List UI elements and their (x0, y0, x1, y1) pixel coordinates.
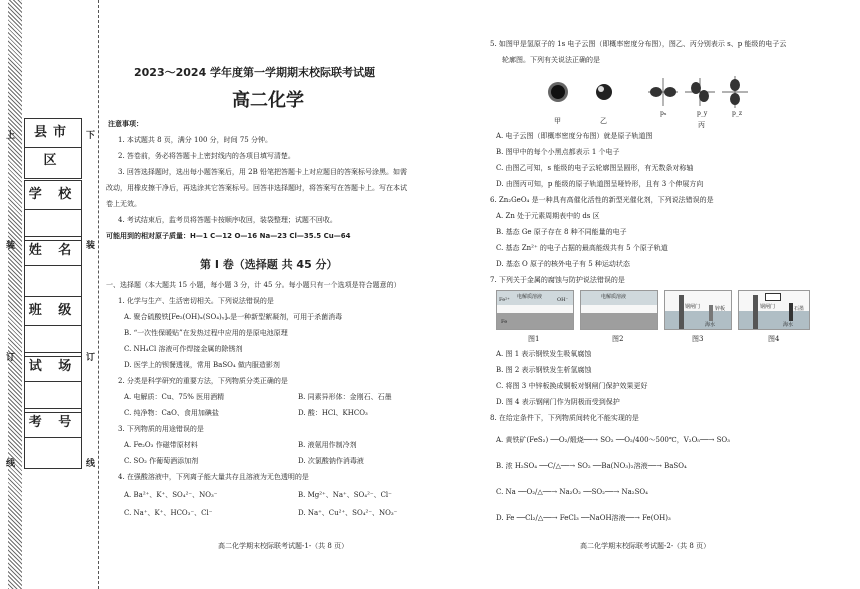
field-county-label: 县市区 (25, 119, 81, 148)
q8-option-b: B. 浓 H₂SO₄ ──C/△──→ SO₂ ──Ba(NO₃)₂溶液──→ BaSO₄ (496, 462, 687, 470)
q3-option-d: D. 次氯酸钠作消毒液 (298, 457, 364, 465)
side-word-xian-right: 线 (86, 459, 96, 469)
notice-1: 1. 本试题共 8 页，满分 100 分，时间 75 分钟。 (118, 136, 272, 144)
section1-title: 第 Ⅰ 卷（选择题 共 45 分） (200, 258, 338, 271)
q1-option-a: A. 聚合硫酸铁[Fe₂(OH)ₓ(SO₄)ᵧ]ₙ是一种新型絮凝剂，可用于杀菌消毒 (124, 313, 343, 321)
fig4-text-seawater: 海水 (783, 322, 794, 328)
fig-label-py: p_y (697, 110, 708, 117)
field-name[interactable] (24, 236, 82, 297)
q2-option-c: C. 纯净物：CaO、食用加碘盐 (124, 409, 219, 417)
q3-stem: 3. 下列物质的用途错误的是 (118, 425, 204, 433)
fig-px (648, 78, 678, 106)
q5-stem2: 轮廓图。下列有关说法正确的是 (502, 56, 600, 64)
notice-3: 3. 回答选择题时，选出每小题答案后，用 2B 铅笔把答题卡上对应题目的答案标号涂黑。如需 (118, 168, 407, 176)
field-class[interactable] (24, 296, 82, 357)
q5-orbital-figure (530, 72, 750, 118)
q5-option-a: A. 电子云图（即概率密度分布图）就是原子轨道图 (496, 132, 653, 140)
q7-label-fig1: 图1 (528, 335, 540, 343)
q5-option-d: D. 由图丙可知，p 能级的原子轨道图呈哑铃形，且有 3 个伸展方向 (496, 180, 704, 188)
fig-label-bing: 丙 (698, 121, 705, 129)
fig-label-px: pₓ (660, 110, 667, 117)
field-school-label: 学 校 (25, 181, 81, 210)
field-room-label: 试 场 (25, 353, 81, 382)
q5-stem: 5. 如图甲是氢原子的 1s 电子云图（即概率密度分布图），图乙、丙分别表示 s、p 能级的电子云 (490, 40, 787, 48)
fig4-gate (753, 295, 758, 329)
side-word-zhuang-right: 装 (86, 241, 96, 251)
fig3-gate (679, 295, 684, 329)
q7-fig3 (664, 290, 732, 330)
q4-option-d: D. Na⁺、Cu²⁺、SO₄²⁻、NO₃⁻ (298, 509, 398, 517)
q8-option-c: C. Na ──O₂/△──→ Na₂O₂ ──SO₂──→ Na₂SO₄ (496, 488, 648, 496)
q7-stem: 7. 下列关于金属的腐蚀与防护说法错误的是 (490, 276, 625, 284)
q7-fig4 (738, 290, 810, 330)
q7-option-b: B. 图 2 表示钢铁发生析氢腐蚀 (496, 366, 592, 374)
notice-4: 4. 考试结束后，监考员将答题卡按顺序收回，装袋整理；试题不回收。 (118, 216, 337, 224)
q7-option-c: C. 将图 3 中锌板换成铜板对钢闸门保护效果更好 (496, 382, 648, 390)
fig-label-pz: p_z (732, 110, 743, 117)
fig4-seawater (739, 311, 809, 329)
side-word-zhuang: 装 (6, 241, 16, 251)
q8-stem: 8. 在给定条件下，下列物质间转化不能实现的是 (490, 414, 639, 422)
fig3-text-gate: 钢闸门 (685, 304, 701, 310)
fig2-text-solution: 电解质溶液 (601, 294, 627, 300)
atomic-masses: 可能用到的相对原子质量：H—1 C—12 O—16 Na—23 Cl—35.5 Cu—64 (106, 232, 351, 240)
q2-stem: 2. 分类是科学研究的重要方法，下列物质分类正确的是 (118, 377, 288, 385)
q6-stem: 6. Zn₂GeO₄ 是一种具有高催化活性的新型光催化剂，下列说法错误的是 (490, 196, 714, 204)
side-word-xian: 线 (6, 459, 16, 469)
q4-option-a: A. Ba²⁺、K⁺、SO₄²⁻、NO₃⁻ (124, 491, 218, 499)
field-number-label: 考 号 (25, 409, 81, 438)
footer-right: 高二化学期末校际联考试题-2-（共 8 页） (580, 542, 711, 550)
q5-option-c: C. 由图乙可知，s 能级的电子云轮廓图呈圆形，有无数条对称轴 (496, 164, 694, 172)
section1-intro: 一、选择题（本大题共 15 小题，每小题 3 分，计 45 分。每小题只有一个选项是符合题意的） (106, 281, 401, 289)
q1-option-d: D. 医学上的钡餐透视，常用 BaSO₄ 做内服造影剂 (124, 361, 280, 369)
subject-title: 高二化学 (232, 90, 304, 111)
q1-option-b: B. “一次性保暖贴”在发热过程中应用的是原电池原理 (124, 329, 288, 337)
field-number[interactable] (24, 408, 82, 469)
q7-option-d: D. 图 4 表示钢闸门作为阴极而受到保护 (496, 398, 620, 406)
q2-option-d: D. 酸：HCl、KHCO₃ (298, 409, 368, 417)
fig3-text-zinc: 锌板 (715, 306, 726, 312)
q7-label-fig2: 图2 (612, 335, 624, 343)
q4-option-b: B. Mg²⁺、Na⁺、SO₄²⁻、Cl⁻ (298, 491, 392, 499)
fig1-text-oh: OH⁻ (557, 297, 569, 303)
q4-option-c: C. Na⁺、K⁺、HCO₃⁻、Cl⁻ (124, 509, 213, 517)
fig4-text-gate: 钢闸门 (760, 304, 776, 310)
fig2-metal (581, 313, 657, 329)
fig-jia-dots (548, 82, 568, 102)
binding-line (98, 0, 99, 589)
notice-3c: 卷上无效。 (106, 200, 141, 208)
q6-option-a: A. Zn 处于元素周期表中的 ds 区 (496, 212, 600, 220)
notice-3b: 改动，用橡皮擦干净后，再选涂其它答案标号。回答非选择题时，将答案写在答题卡上。写在本试 (106, 184, 407, 192)
fig1-text-fe: Fe (501, 319, 508, 325)
fig-py (685, 78, 715, 106)
fig4-graphite (789, 303, 793, 321)
fig3-zinc (709, 305, 713, 321)
side-word-xia: 下 (86, 131, 96, 141)
field-county[interactable] (24, 118, 82, 179)
q2-option-a: A. 电解质：Cu、75% 医用酒精 (124, 393, 225, 401)
notice-heading: 注意事项： (108, 120, 143, 128)
q1-stem: 1. 化学与生产、生活密切相关。下列说法错误的是 (118, 297, 274, 305)
q6-option-b: B. 基态 Ge 原子存在 8 种不同能量的电子 (496, 228, 627, 236)
fig1-text-fe2: Fe²⁺ (499, 297, 510, 303)
q3-option-b: B. 液氨用作制冷剂 (298, 441, 357, 449)
fig3-text-seawater: 海水 (705, 322, 716, 328)
fig4-battery (765, 293, 781, 301)
field-school[interactable] (24, 180, 82, 241)
q1-option-c: C. NH₄Cl 溶液可作焊接金属的除锈剂 (124, 345, 243, 353)
side-word-shang: 上 (6, 131, 16, 141)
q8-option-d: D. Fe ──Cl₂/△──→ FeCl₃ ──NaOH溶液──→ Fe(OH)₃ (496, 514, 671, 522)
fig3-seawater (665, 311, 731, 329)
field-class-label: 班 级 (25, 297, 81, 326)
binding-strip (0, 0, 98, 589)
notice-2: 2. 答卷前，务必将答题卡上密封线内的各项目填写清楚。 (118, 152, 295, 160)
fig-label-jia: 甲 (554, 117, 561, 125)
q5-option-b: B. 图甲中的每个小黑点都表示 1 个电子 (496, 148, 620, 156)
binding-pattern (8, 0, 22, 589)
fig-yi-sphere (596, 84, 612, 100)
q6-option-d: D. 基态 O 原子的核外电子有 5 种运动状态 (496, 260, 630, 268)
field-room[interactable] (24, 352, 82, 413)
q7-label-fig4: 图4 (768, 335, 780, 343)
exam-title: 2023～2024 学年度第一学期期末校际联考试题 (134, 66, 376, 79)
fig-label-yi: 乙 (600, 117, 607, 125)
q8-option-a: A. 黄铁矿(FeS₂) ──O₂/煅烧──→ SO₂ ──O₂/400～500℃，V₂O₅──→ SO₃ (496, 436, 730, 444)
q7-fig2 (580, 290, 658, 330)
q7-fig1 (496, 290, 574, 330)
side-word-ding-right: 订 (86, 353, 96, 363)
field-name-label: 姓 名 (25, 237, 81, 266)
fig1-text-solution: 电解质溶液 (517, 294, 543, 300)
q7-label-fig3: 图3 (692, 335, 704, 343)
fig4-text-graphite: 石墨 (794, 306, 805, 312)
q6-option-c: C. 基态 Zn²⁺ 的电子占据的最高能级共有 5 个原子轨道 (496, 244, 668, 252)
side-word-ding: 订 (6, 353, 16, 363)
fig-pz (722, 76, 748, 108)
q3-option-a: A. Fe₂O₃ 作磁带原材料 (124, 441, 198, 449)
fig1-metal (497, 313, 573, 329)
q4-stem: 4. 在强酸溶液中，下列离子能大量共存且溶液为无色透明的是 (118, 473, 309, 481)
q2-option-b: B. 同素异形体：金刚石、石墨 (298, 393, 392, 401)
q3-option-c: C. SO₂ 作葡萄酒添加剂 (124, 457, 199, 465)
footer-left: 高二化学期末校际联考试题-1-（共 8 页） (218, 542, 349, 550)
q7-option-a: A. 图 1 表示钢铁发生吸氧腐蚀 (496, 350, 592, 358)
